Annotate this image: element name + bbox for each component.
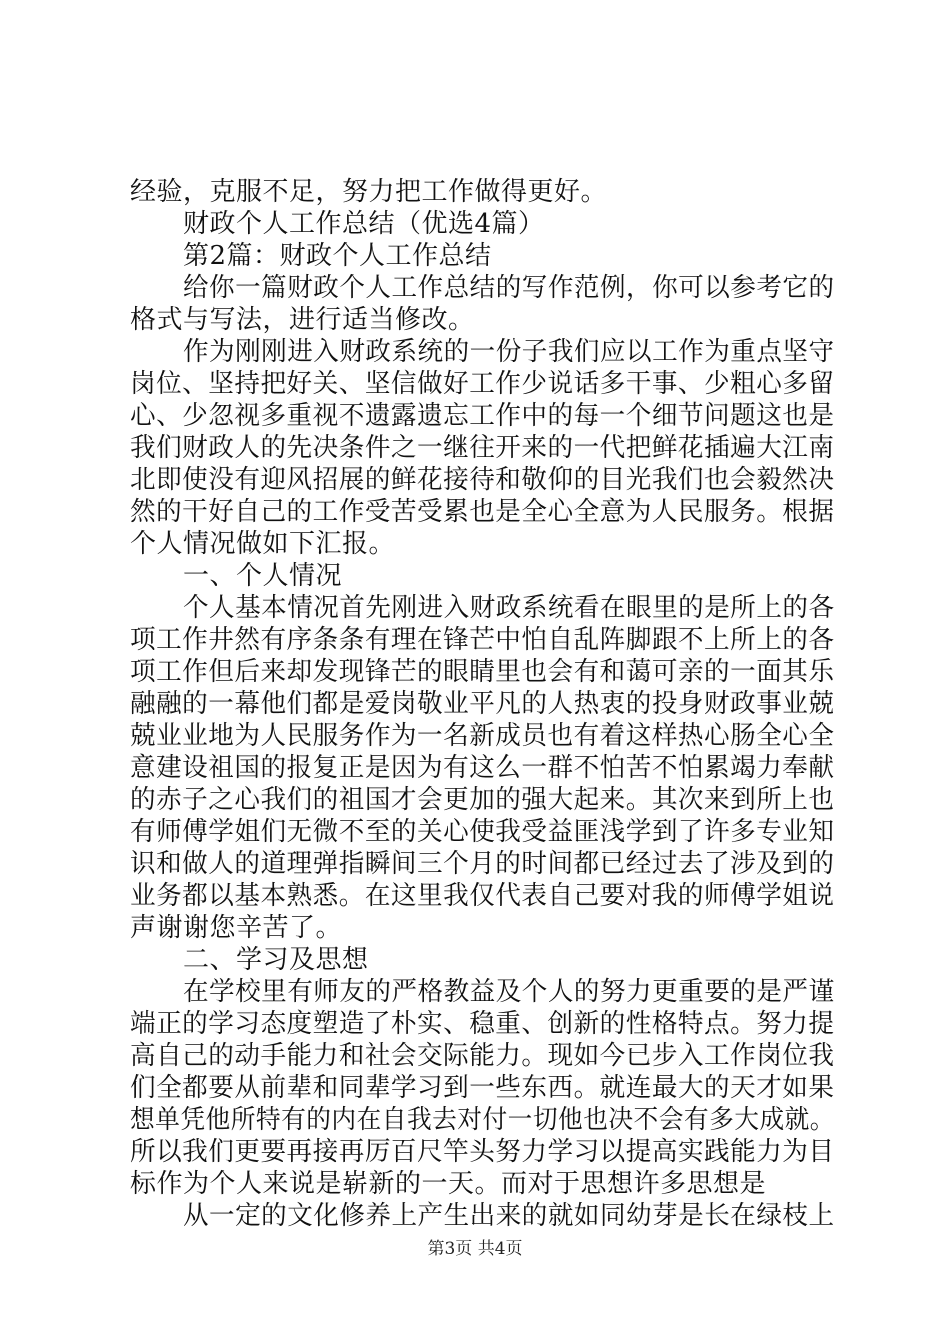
text-line-5: 格式与写法，进行适当修改。 — [130, 305, 475, 335]
text-line-19: 意建设祖国的报复正是因为有这么一群不怕苦不怕累竭力奉献 — [130, 753, 835, 783]
text-line-20: 的赤子之心我们的祖国才会更加的强大起来。其次来到所上也 — [130, 785, 835, 815]
text-line-22: 识和做人的道理弹指瞬间三个月的时间都已经过去了涉及到的 — [130, 849, 835, 879]
text-line-16: 项工作但后来却发现锋芒的眼睛里也会有和蔼可亲的一面其乐 — [130, 657, 835, 687]
text-line-24: 声谢谢您辛苦了。 — [130, 913, 343, 943]
text-line-15: 项工作井然有序条条有理在锋芒中怕自乱阵脚跟不上所上的各 — [130, 625, 835, 655]
page-footer: 第3页 共4页 — [427, 1239, 523, 1259]
text-line-12: 个人情况做如下汇报。 — [130, 529, 396, 559]
text-line-4: 给你一篇财政个人工作总结的写作范例，你可以参考它的 — [183, 273, 835, 303]
text-line-10: 北即使没有迎风招展的鲜花接待和敬仰的目光我们也会毅然决 — [130, 465, 835, 495]
text-line-1: 经验，克服不足，努力把工作做得更好。 — [130, 177, 608, 207]
text-line-33: 从一定的文化修养上产生出来的就如同幼芽是长在绿枝上 — [183, 1201, 835, 1231]
article-title: 财政个人工作总结（优选4篇） — [183, 209, 545, 239]
text-line-14: 个人基本情况首先刚进入财政系统看在眼里的是所上的各 — [183, 593, 835, 623]
section-heading-personal: 一、个人情况 — [183, 561, 343, 591]
text-line-17: 融融的一幕他们都是爱岗敬业平凡的人热衷的投身财政事业兢 — [130, 689, 835, 719]
text-line-30: 想单凭他所特有的内在自我去对付一切他也决不会有多大成就。 — [130, 1105, 835, 1135]
text-line-23: 业务都以基本熟悉。在这里我仅代表自己要对我的师傅学姐说 — [130, 881, 835, 911]
section-heading-study: 二、学习及思想 — [183, 945, 369, 975]
text-line-9: 我们财政人的先决条件之一继往开来的一代把鲜花插遍大江南 — [130, 433, 835, 463]
text-line-31: 所以我们更要再接再厉百尺竿头努力学习以提高实践能力为目 — [130, 1137, 835, 1167]
text-line-8: 心、少忽视多重视不遗露遗忘工作中的每一个细节问题这也是 — [130, 401, 835, 431]
text-line-27: 端正的学习态度塑造了朴实、稳重、创新的性格特点。努力提 — [130, 1009, 835, 1039]
text-line-6: 作为刚刚进入财政系统的一份子我们应以工作为重点坚守 — [183, 337, 835, 367]
text-line-29: 们全都要从前辈和同辈学习到一些东西。就连最大的天才如果 — [130, 1073, 835, 1103]
text-line-32: 标作为个人来说是崭新的一天。而对于思想许多思想是 — [130, 1169, 767, 1199]
text-line-21: 有师傅学姐们无微不至的关心使我受益匪浅学到了许多专业知 — [130, 817, 835, 847]
text-line-11: 然的干好自己的工作受苦受累也是全心全意为人民服务。根据 — [130, 497, 835, 527]
chapter-title: 第2篇：财政个人工作总结 — [183, 241, 492, 271]
text-line-18: 兢业业地为人民服务作为一名新成员也有着这样热心肠全心全 — [130, 721, 835, 751]
text-line-28: 高自己的动手能力和社会交际能力。现如今已步入工作岗位我 — [130, 1041, 835, 1071]
text-line-7: 岗位、坚持把好关、坚信做好工作少说话多干事、少粗心多留 — [130, 369, 835, 399]
text-line-26: 在学校里有师友的严格教益及个人的努力更重要的是严谨 — [183, 977, 835, 1007]
